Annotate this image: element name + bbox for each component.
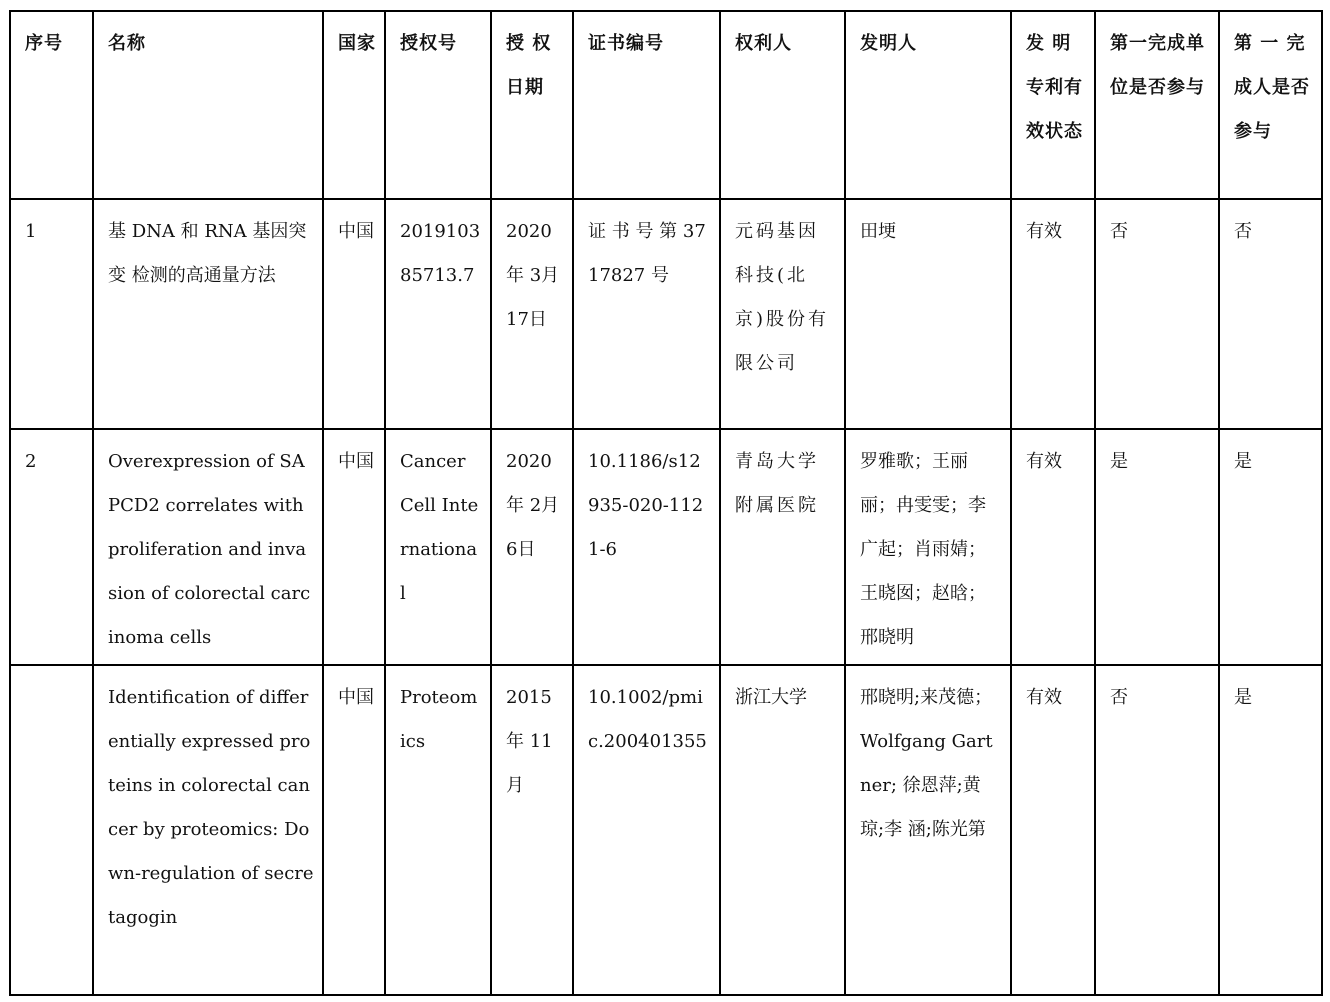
cell-status: 有效 xyxy=(1011,429,1095,665)
cell-auth-date: 2015年 11月 xyxy=(491,665,573,995)
cell-name: Overexpression of SAPCD2 correlates with proliferation and invasion of colorectal carcinoma cells xyxy=(93,429,323,665)
cell-cert-no: 10.1186/s12935-020-1121-6 xyxy=(573,429,720,665)
cell-cert-no: 10.1002/pmic.200401355 xyxy=(573,665,720,995)
cell-auth-date: 2020年 2月 6日 xyxy=(491,429,573,665)
cell-auth-no: 201910385713.7 xyxy=(385,199,491,429)
cell-status: 有效 xyxy=(1011,665,1095,995)
patent-table xyxy=(9,10,1323,996)
header-name: 名称 xyxy=(93,11,323,199)
table-header-row xyxy=(10,11,1322,199)
cell-first-unit: 否 xyxy=(1095,199,1219,429)
cell-first-person: 否 xyxy=(1219,199,1322,429)
header-country: 国家 xyxy=(323,11,385,199)
cell-holder: 浙江大学 xyxy=(720,665,845,995)
cell-country: 中国 xyxy=(323,665,385,995)
cell-inventors: 邢晓明;来茂德；Wolfgang Gartner; 徐恩萍;黄琼;李 涵;陈光第 xyxy=(845,665,1011,995)
cell-status: 有效 xyxy=(1011,199,1095,429)
cell-cert-no: 证 书 号 第 3717827 号 xyxy=(573,199,720,429)
cell-name: Identification of differentially expressed proteins in colorectal cancer by proteomics: Down-regulation of secretagogin xyxy=(93,665,323,995)
header-status: 发 明专利有 效状态 xyxy=(1011,11,1095,199)
cell-auth-no: Proteomics xyxy=(385,665,491,995)
cell-index: 2 xyxy=(10,429,93,665)
cell-first-unit: 是 xyxy=(1095,429,1219,665)
cell-name: 基 DNA 和 RNA 基因突变 检测的高通量方法 xyxy=(93,199,323,429)
header-auth-no: 授权号 xyxy=(385,11,491,199)
header-cert-no: 证书编号 xyxy=(573,11,720,199)
header-first-unit: 第一完成单位是否参与 xyxy=(1095,11,1219,199)
header-holder: 权利人 xyxy=(720,11,845,199)
header-index: 序号 xyxy=(10,11,93,199)
cell-country: 中国 xyxy=(323,199,385,429)
table-row xyxy=(10,429,1322,665)
cell-first-unit: 否 xyxy=(1095,665,1219,995)
cell-first-person: 是 xyxy=(1219,429,1322,665)
header-first-person: 第 一 完成人是否参与 xyxy=(1219,11,1322,199)
cell-holder: 元码基因科技(北京)股份有限公司 xyxy=(720,199,845,429)
header-inventors: 发明人 xyxy=(845,11,1011,199)
cell-auth-no: Cancer Cell International xyxy=(385,429,491,665)
table-row xyxy=(10,665,1322,995)
cell-index: 1 xyxy=(10,199,93,429)
cell-inventors: 罗雅歌；王丽丽；冉雯雯；李广起；肖雨婧；王晓囡；赵晗；邢晓明 xyxy=(845,429,1011,665)
cell-inventors: 田埂 xyxy=(845,199,1011,429)
cell-auth-date: 2020年 3月 17日 xyxy=(491,199,573,429)
table-row xyxy=(10,199,1322,429)
cell-holder: 青岛大学附属医院 xyxy=(720,429,845,665)
header-auth-date: 授 权日期 xyxy=(491,11,573,199)
cell-first-person: 是 xyxy=(1219,665,1322,995)
cell-country: 中国 xyxy=(323,429,385,665)
cell-index xyxy=(10,665,93,995)
